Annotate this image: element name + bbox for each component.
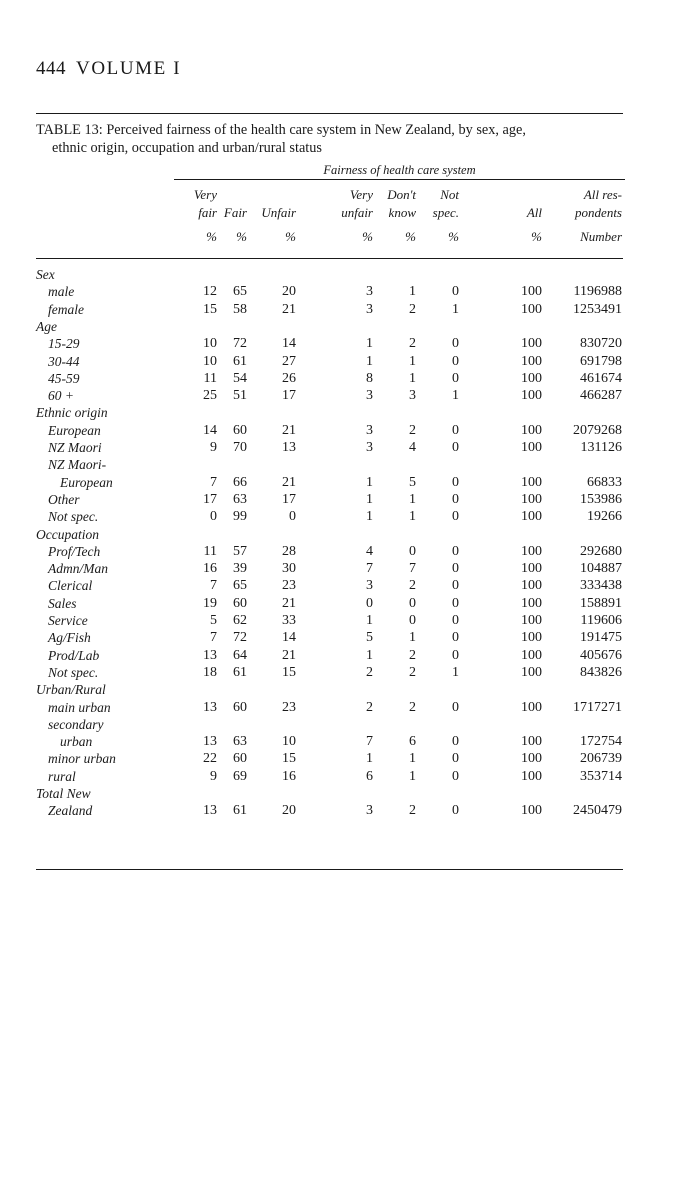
table-cell: 99 (233, 509, 247, 525)
table-row (0, 353, 700, 370)
table-cell: 0 (452, 803, 459, 819)
column-header-line-2: fair (198, 205, 217, 220)
row-label: minor urban (48, 751, 116, 767)
table-top-rule (36, 113, 623, 114)
row-label: rural (48, 768, 76, 784)
table-cell: 10 (282, 734, 296, 750)
column-header-line-2: know (388, 205, 416, 220)
column-unit: % (206, 229, 217, 244)
table-row (0, 491, 700, 508)
table-row (0, 802, 700, 819)
table-cell: 1 (366, 353, 373, 369)
table-cell: 11 (203, 543, 217, 559)
table-cell: 0 (409, 595, 416, 611)
table-cell: 3 (366, 301, 373, 317)
table-cell: 27 (282, 353, 296, 369)
table-cell: 70 (233, 440, 247, 455)
table-cell: 23 (282, 578, 296, 594)
table-cell: 18 (203, 664, 217, 680)
table-row (0, 612, 700, 629)
table-cell: 1 (366, 751, 373, 767)
table-cell: 100 (521, 595, 542, 611)
row-label: 45-59 (48, 370, 80, 386)
table-cell: 1 (366, 474, 373, 490)
table-row (0, 664, 700, 681)
table-cell: 0 (452, 509, 459, 525)
table-cell: 17 (203, 491, 217, 507)
table-cell: 405676 (580, 647, 622, 663)
row-label: urban (60, 734, 93, 750)
table-cell: 64 (233, 647, 247, 663)
running-head (36, 58, 181, 80)
table-cell: 2 (409, 301, 416, 317)
table-cell: 69 (233, 768, 247, 784)
table-cell: 292680 (580, 543, 622, 559)
table-cell: 12 (203, 284, 217, 300)
table-cell: 17 (282, 388, 296, 404)
table-cell: 0 (366, 595, 373, 611)
table-cell: 2450479 (573, 803, 622, 819)
table-cell: 0 (452, 751, 459, 767)
table-cell: 3 (366, 388, 373, 404)
table-cell: 54 (233, 370, 247, 386)
table-cell: 5 (210, 613, 217, 628)
table-cell: 8 (366, 370, 373, 386)
table-cell: 66 (233, 474, 247, 490)
column-header (433, 186, 459, 222)
column-header-line-1 (224, 186, 247, 204)
table-cell: 0 (452, 336, 459, 352)
table-cell: 119606 (580, 613, 622, 628)
volume-title: VOLUME I (76, 58, 182, 79)
table-cell: 1196988 (573, 284, 622, 300)
table-cell: 23 (282, 699, 296, 715)
table-cell: 100 (521, 336, 542, 352)
table-cell: 0 (452, 491, 459, 507)
table-cell: 3 (366, 422, 373, 438)
table-row (0, 335, 700, 352)
table-cell: 100 (521, 353, 542, 369)
table-cell: 61 (233, 664, 247, 680)
table-row (0, 439, 700, 456)
table-cell: 28 (282, 543, 296, 559)
column-unit: % (236, 229, 247, 244)
table-cell: 5 (366, 630, 373, 646)
table-row (0, 508, 700, 525)
table-cell: 63 (233, 491, 247, 507)
row-label: Urban/Rural (36, 682, 106, 698)
table-group-heading (0, 785, 700, 802)
row-label: Zealand (48, 803, 93, 819)
table-row (0, 595, 700, 612)
table-cell: 4 (366, 543, 373, 559)
table-cell: 1 (366, 491, 373, 507)
table-cell: 100 (521, 284, 542, 300)
table-cell: 3 (366, 440, 373, 455)
table-cell: 72 (233, 336, 247, 352)
table-cell: 100 (521, 561, 542, 577)
table-cell: 60 (233, 751, 247, 767)
table-cell: 0 (210, 509, 217, 525)
table-cell: 100 (521, 474, 542, 490)
table-cell: 0 (452, 370, 459, 386)
column-header-line-1: Very (349, 187, 373, 202)
column-header-line-1: Very (193, 187, 217, 202)
table-cell: 19 (203, 595, 217, 611)
table-cell: 15 (282, 751, 296, 767)
table-row (0, 387, 700, 404)
column-unit: % (285, 229, 296, 244)
table-cell: 30 (282, 561, 296, 577)
table-cell: 2 (409, 578, 416, 594)
table-cell: 100 (521, 734, 542, 750)
table-cell: 0 (452, 768, 459, 784)
table-cell: 1 (409, 491, 416, 507)
row-label: Not spec. (48, 664, 99, 680)
table-cell: 63 (233, 734, 247, 750)
table-cell: 100 (521, 647, 542, 663)
table-cell: 104887 (580, 561, 622, 577)
table-cell: 2 (409, 422, 416, 438)
table-cell: 21 (282, 474, 296, 490)
column-header-line-2: spec. (432, 205, 459, 220)
table-cell: 1 (366, 336, 373, 352)
table-cell: 100 (521, 543, 542, 559)
table-cell: 1 (366, 647, 373, 663)
table-group-heading (0, 266, 700, 283)
table-cell: 10 (203, 336, 217, 352)
table-cell: 1 (452, 301, 459, 317)
table-cell: 2 (366, 664, 373, 680)
table-cell: 153986 (580, 491, 622, 507)
table-cell: 100 (521, 491, 542, 507)
table-cell: 191475 (580, 630, 622, 646)
table-cell: 0 (452, 284, 459, 300)
table-cell: 61 (233, 353, 247, 369)
table-row (0, 474, 700, 491)
row-label: Admn/Man (48, 561, 108, 577)
table-cell: 353714 (580, 768, 622, 784)
row-label: Other (48, 491, 80, 507)
table-cell: 2 (366, 699, 373, 715)
table-cell: 1717271 (573, 699, 622, 715)
table-cell: 10 (203, 353, 217, 369)
column-header-line-2: unfair (341, 205, 373, 220)
table-row (0, 629, 700, 646)
table-cell: 7 (210, 578, 217, 594)
table-cell: 15 (203, 301, 217, 317)
table-cell: 3 (366, 803, 373, 819)
table-cell: 206739 (580, 751, 622, 767)
table-cell: 0 (452, 578, 459, 594)
table-cell: 14 (282, 630, 296, 646)
table-cell: 100 (521, 370, 542, 386)
column-unit: % (362, 229, 373, 244)
table-row (0, 647, 700, 664)
caption-line-1: TABLE 13: Perceived fairness of the health care system in New Zealand, by sex, age, (36, 122, 526, 138)
fairness-heading: Fairness of health care system (323, 163, 476, 177)
row-label: Sales (48, 595, 77, 611)
table-cell: 6 (366, 768, 373, 784)
table-cell: 65 (233, 284, 247, 300)
table-cell: 0 (452, 699, 459, 715)
column-header (341, 186, 373, 222)
table-cell: 0 (452, 440, 459, 455)
table-cell: 1253491 (573, 301, 622, 317)
column-unit: % (405, 229, 416, 244)
table-cell: 20 (282, 803, 296, 819)
column-unit: % (531, 229, 542, 244)
table-cell: 14 (282, 336, 296, 352)
table-cell: 100 (521, 768, 542, 784)
column-header (527, 186, 542, 222)
table-cell: 1 (409, 353, 416, 369)
table-row (0, 577, 700, 594)
table-cell: 100 (521, 301, 542, 317)
table-cell: 3 (366, 578, 373, 594)
row-label: Service (48, 613, 88, 628)
table-cell: 100 (521, 613, 542, 628)
table-cell: 691798 (580, 353, 622, 369)
row-label: 30-44 (48, 353, 80, 369)
table-cell: 172754 (580, 734, 622, 750)
table-cell: 0 (452, 561, 459, 577)
table-cell: 0 (409, 613, 416, 628)
table-cell: 14 (203, 422, 217, 438)
table-cell: 2 (409, 803, 416, 819)
table-cell: 100 (521, 422, 542, 438)
table-cell: 466287 (580, 388, 622, 404)
column-header (194, 186, 217, 222)
table-group-heading (0, 716, 700, 733)
table-cell: 0 (452, 422, 459, 438)
table-group-heading (0, 681, 700, 698)
header-bottom-rule (36, 258, 623, 259)
column-header-line-1 (527, 186, 542, 204)
table-cell: 158891 (580, 595, 622, 611)
table-cell: 22 (203, 751, 217, 767)
table-cell: 2 (409, 647, 416, 663)
table-cell: 61 (233, 803, 247, 819)
fairness-heading-rule (174, 179, 625, 180)
table-cell: 843826 (580, 664, 622, 680)
table-cell: 1 (409, 509, 416, 525)
row-label: Ethnic origin (36, 405, 108, 421)
table-cell: 0 (452, 353, 459, 369)
table-cell: 66833 (587, 474, 622, 490)
row-label: Sex (36, 267, 55, 282)
table-cell: 1 (452, 388, 459, 404)
row-label: European (60, 474, 113, 490)
table-row (0, 750, 700, 767)
table-cell: 461674 (580, 370, 622, 386)
table-cell: 72 (233, 630, 247, 646)
column-header-line-2: Fair (223, 205, 247, 220)
table-cell: 1 (409, 284, 416, 300)
column-header (575, 186, 622, 222)
table-cell: 1 (452, 664, 459, 680)
table-cell: 17 (282, 491, 296, 507)
table-cell: 0 (452, 543, 459, 559)
table-cell: 830720 (580, 336, 622, 352)
table-cell: 1 (409, 768, 416, 784)
column-header-line-2: All (526, 205, 542, 220)
column-header-line-1: Don't (387, 187, 416, 202)
table-cell: 0 (452, 647, 459, 663)
table-cell: 39 (233, 561, 247, 577)
table-cell: 5 (409, 474, 416, 490)
row-label: 15-29 (48, 336, 80, 352)
table-cell: 58 (233, 301, 247, 317)
table-cell: 21 (282, 595, 296, 611)
table-cell: 19266 (587, 509, 622, 525)
table-cell: 60 (233, 699, 247, 715)
column-header-line-1: Not (440, 187, 459, 202)
row-label: Prod/Lab (48, 647, 100, 663)
row-label: Occupation (36, 526, 99, 542)
column-unit: Number (580, 229, 622, 244)
table-cell: 57 (233, 543, 247, 559)
table-group-heading (0, 318, 700, 335)
table-cell: 7 (409, 561, 416, 577)
table-cell: 7 (366, 561, 373, 577)
table-cell: 333438 (580, 578, 622, 594)
table-row (0, 699, 700, 716)
table-cell: 11 (203, 370, 217, 386)
table-cell: 21 (282, 647, 296, 663)
table-cell: 0 (452, 474, 459, 490)
table-group-heading (0, 526, 700, 543)
table-row (0, 370, 700, 387)
table-row (0, 422, 700, 439)
column-header-line-2: pondents (575, 205, 622, 220)
table-bottom-rule (36, 869, 623, 870)
table-cell: 3 (366, 284, 373, 300)
table-cell: 60 (233, 422, 247, 438)
table-group-heading (0, 456, 700, 473)
row-label: secondary (48, 716, 104, 732)
row-label: Total New (36, 786, 91, 801)
table-cell: 7 (366, 734, 373, 750)
table-cell: 0 (452, 595, 459, 611)
row-label: main urban (48, 699, 111, 715)
table-cell: 7 (210, 630, 217, 646)
table-cell: 9 (210, 440, 217, 455)
table-cell: 2 (409, 699, 416, 715)
row-label: 60 + (48, 388, 74, 404)
table-cell: 100 (521, 803, 542, 819)
table-cell: 21 (282, 422, 296, 438)
table-row (0, 283, 700, 300)
table-caption (36, 121, 626, 157)
row-label: Ag/Fish (48, 630, 91, 646)
table-cell: 60 (233, 595, 247, 611)
table-row (0, 768, 700, 785)
table-cell: 33 (282, 613, 296, 628)
table-cell: 0 (409, 543, 416, 559)
row-label: NZ Maori (48, 440, 102, 455)
table-cell: 100 (521, 630, 542, 646)
table-cell: 1 (409, 751, 416, 767)
column-header (261, 186, 296, 222)
table-cell: 21 (282, 301, 296, 317)
column-header-line-2: Unfair (261, 205, 296, 220)
table-cell: 0 (289, 509, 296, 525)
table-cell: 0 (452, 734, 459, 750)
table-row (0, 301, 700, 318)
table-cell: 13 (203, 803, 217, 819)
table-cell: 100 (521, 578, 542, 594)
row-label: European (48, 422, 101, 438)
table-cell: 13 (203, 699, 217, 715)
table-cell: 20 (282, 284, 296, 300)
table-cell: 65 (233, 578, 247, 594)
table-cell: 16 (282, 768, 296, 784)
row-label: Clerical (48, 578, 93, 594)
caption-line-2: ethnic origin, occupation and urban/rural status (52, 140, 322, 156)
column-header-line-1 (261, 186, 296, 204)
table-cell: 15 (282, 664, 296, 680)
table-cell: 131126 (580, 440, 622, 455)
column-header (387, 186, 416, 222)
table-cell: 9 (210, 768, 217, 784)
table-cell: 6 (409, 734, 416, 750)
table-cell: 1 (366, 509, 373, 525)
table-group-heading (0, 404, 700, 421)
table-row (0, 560, 700, 577)
table-cell: 1 (409, 630, 416, 646)
table-cell: 51 (233, 388, 247, 404)
column-header-line-1: All res- (583, 187, 622, 202)
table-cell: 13 (203, 647, 217, 663)
table-cell: 1 (366, 613, 373, 628)
table-cell: 26 (282, 370, 296, 386)
table-cell: 100 (521, 388, 542, 404)
table-cell: 3 (409, 388, 416, 404)
table-cell: 100 (521, 699, 542, 715)
table-cell: 25 (203, 388, 217, 404)
table-cell: 2 (409, 336, 416, 352)
table-row (0, 543, 700, 560)
row-label: Not spec. (48, 509, 99, 525)
table-cell: 62 (233, 613, 247, 628)
row-label: NZ Maori- (48, 457, 107, 473)
column-unit: % (448, 229, 459, 244)
row-label: female (48, 301, 84, 317)
table-cell: 100 (521, 664, 542, 680)
table-cell: 4 (409, 440, 416, 455)
table-cell: 13 (282, 440, 296, 455)
row-label: male (48, 284, 75, 300)
table-cell: 2079268 (573, 422, 622, 438)
page-number: 444 (36, 58, 66, 79)
table-cell: 0 (452, 613, 459, 628)
table-cell: 13 (203, 734, 217, 750)
row-label: Prof/Tech (48, 543, 101, 559)
row-label: Age (36, 318, 57, 334)
table-cell: 7 (210, 474, 217, 490)
table-cell: 100 (521, 440, 542, 455)
table-cell: 100 (521, 509, 542, 525)
table-cell: 16 (203, 561, 217, 577)
table-cell: 1 (409, 370, 416, 386)
table-cell: 0 (452, 630, 459, 646)
table-row (0, 733, 700, 750)
table-cell: 2 (409, 664, 416, 680)
column-header (224, 186, 247, 222)
table-cell: 100 (521, 751, 542, 767)
